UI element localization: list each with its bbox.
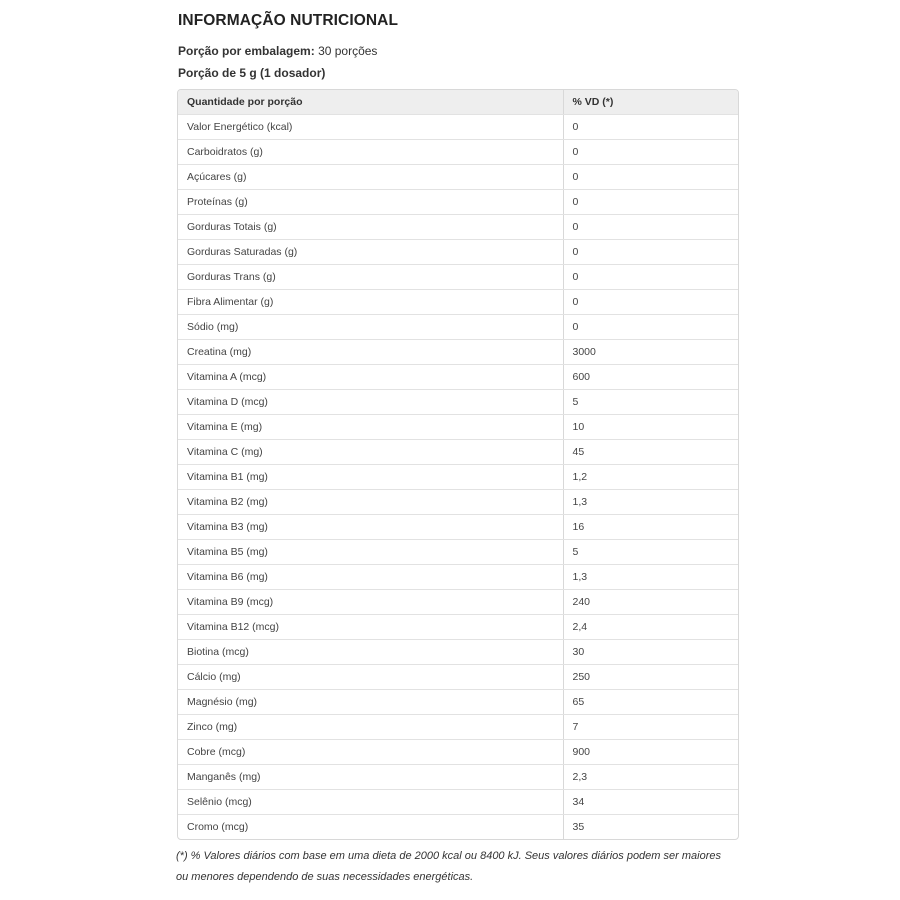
servings-per-package [178, 44, 377, 58]
table-row [178, 289, 739, 314]
column-header-daily-value: % VD (*) [563, 90, 739, 114]
table-row [178, 339, 739, 364]
nutrient-value: 1,2 [563, 464, 739, 489]
table-row [178, 764, 739, 789]
nutrient-value: 240 [563, 589, 739, 614]
table-row [178, 639, 739, 664]
nutrient-value: 65 [563, 689, 739, 714]
nutrient-name: Magnésio (mg) [178, 689, 563, 714]
nutrient-name: Vitamina E (mg) [178, 414, 563, 439]
nutrient-name: Cobre (mcg) [178, 739, 563, 764]
table-row [178, 664, 739, 689]
nutrient-value: 0 [563, 239, 739, 264]
nutrient-name: Gorduras Trans (g) [178, 264, 563, 289]
nutrient-name: Vitamina A (mcg) [178, 364, 563, 389]
table-row [178, 439, 739, 464]
nutrient-value: 34 [563, 789, 739, 814]
nutrient-name: Cromo (mcg) [178, 814, 563, 839]
table-row [178, 814, 739, 839]
nutrient-value: 0 [563, 289, 739, 314]
nutrient-name: Vitamina B5 (mg) [178, 539, 563, 564]
table-row [178, 614, 739, 639]
nutrient-value: 0 [563, 189, 739, 214]
nutrient-name: Creatina (mg) [178, 339, 563, 364]
table-row [178, 164, 739, 189]
nutrient-name: Selênio (mcg) [178, 789, 563, 814]
nutrient-name: Vitamina B3 (mg) [178, 514, 563, 539]
table-row [178, 489, 739, 514]
table-row [178, 389, 739, 414]
nutrient-value: 2,4 [563, 614, 739, 639]
table-row [178, 414, 739, 439]
nutrient-value: 5 [563, 539, 739, 564]
nutrient-value: 600 [563, 364, 739, 389]
nutrition-table [178, 90, 739, 839]
nutrient-name: Vitamina D (mcg) [178, 389, 563, 414]
nutrient-value: 0 [563, 314, 739, 339]
nutrient-name: Gorduras Saturadas (g) [178, 239, 563, 264]
nutrient-value: 1,3 [563, 489, 739, 514]
table-row [178, 139, 739, 164]
table-row [178, 739, 739, 764]
table-row [178, 239, 739, 264]
nutrient-value: 2,3 [563, 764, 739, 789]
nutrient-name: Vitamina B1 (mg) [178, 464, 563, 489]
servings-per-package-label: Porção por embalagem: [178, 44, 315, 58]
nutrient-name: Proteínas (g) [178, 189, 563, 214]
footnote: (*) % Valores diários com base em uma dieta de 2000 kcal ou 8400 kJ. Seus valores diários podem ser maiores ou menores dependendo de suas necessidades energéticas. [176, 850, 721, 883]
nutrient-name: Vitamina B12 (mcg) [178, 614, 563, 639]
serving-size: Porção de 5 g (1 dosador) [178, 66, 326, 80]
nutrient-value: 10 [563, 414, 739, 439]
nutrient-value: 16 [563, 514, 739, 539]
table-row [178, 514, 739, 539]
nutrient-name: Biotina (mcg) [178, 639, 563, 664]
nutrient-value: 3000 [563, 339, 739, 364]
nutrient-value: 1,3 [563, 564, 739, 589]
nutrient-value: 30 [563, 639, 739, 664]
table-row [178, 464, 739, 489]
table-row [178, 364, 739, 389]
nutrient-value: 0 [563, 214, 739, 239]
table-row [178, 589, 739, 614]
nutrient-value: 35 [572, 820, 585, 833]
nutrient-name: Manganês (mg) [178, 764, 563, 789]
table-row [178, 564, 739, 589]
nutrient-name: Carboidratos (g) [178, 139, 563, 164]
nutrient-name: Cálcio (mg) [178, 664, 563, 689]
nutrient-value: 7 [563, 714, 739, 739]
table-row [178, 689, 739, 714]
table-header-row [178, 90, 739, 114]
table-row [178, 264, 739, 289]
servings-per-package-value: 30 porções [318, 44, 378, 58]
nutrient-name: Vitamina B9 (mcg) [178, 589, 563, 614]
nutrient-name: Valor Energético (kcal) [178, 114, 563, 139]
nutrient-name: Açúcares (g) [178, 164, 563, 189]
nutrient-value: 45 [563, 439, 739, 464]
nutrient-name: Sódio (mg) [178, 314, 563, 339]
nutrient-value: 5 [563, 389, 739, 414]
column-header-quantity: Quantidade por porção [178, 90, 563, 114]
table-row [178, 114, 739, 139]
nutrient-value: 0 [563, 139, 739, 164]
nutrient-name: Vitamina B2 (mg) [178, 489, 563, 514]
table-body [178, 114, 739, 839]
nutrient-name: Zinco (mg) [178, 714, 563, 739]
nutrition-table-container [177, 89, 739, 840]
nutrient-value: 0 [563, 164, 739, 189]
page-title: INFORMAÇÃO NUTRICIONAL [178, 12, 399, 29]
nutrient-name: Vitamina C (mg) [178, 439, 563, 464]
nutrient-value: 900 [563, 739, 739, 764]
table-row [178, 214, 739, 239]
nutrient-name: Gorduras Totais (g) [178, 214, 563, 239]
table-row [178, 539, 739, 564]
nutrient-value: 0 [563, 114, 739, 139]
nutrient-value: 0 [563, 264, 739, 289]
nutrient-name: Fibra Alimentar (g) [178, 289, 563, 314]
table-row [178, 314, 739, 339]
table-row [178, 714, 739, 739]
table-row [178, 789, 739, 814]
nutrient-value: 250 [563, 664, 739, 689]
nutrient-name: Vitamina B6 (mg) [178, 564, 563, 589]
table-row [178, 189, 739, 214]
